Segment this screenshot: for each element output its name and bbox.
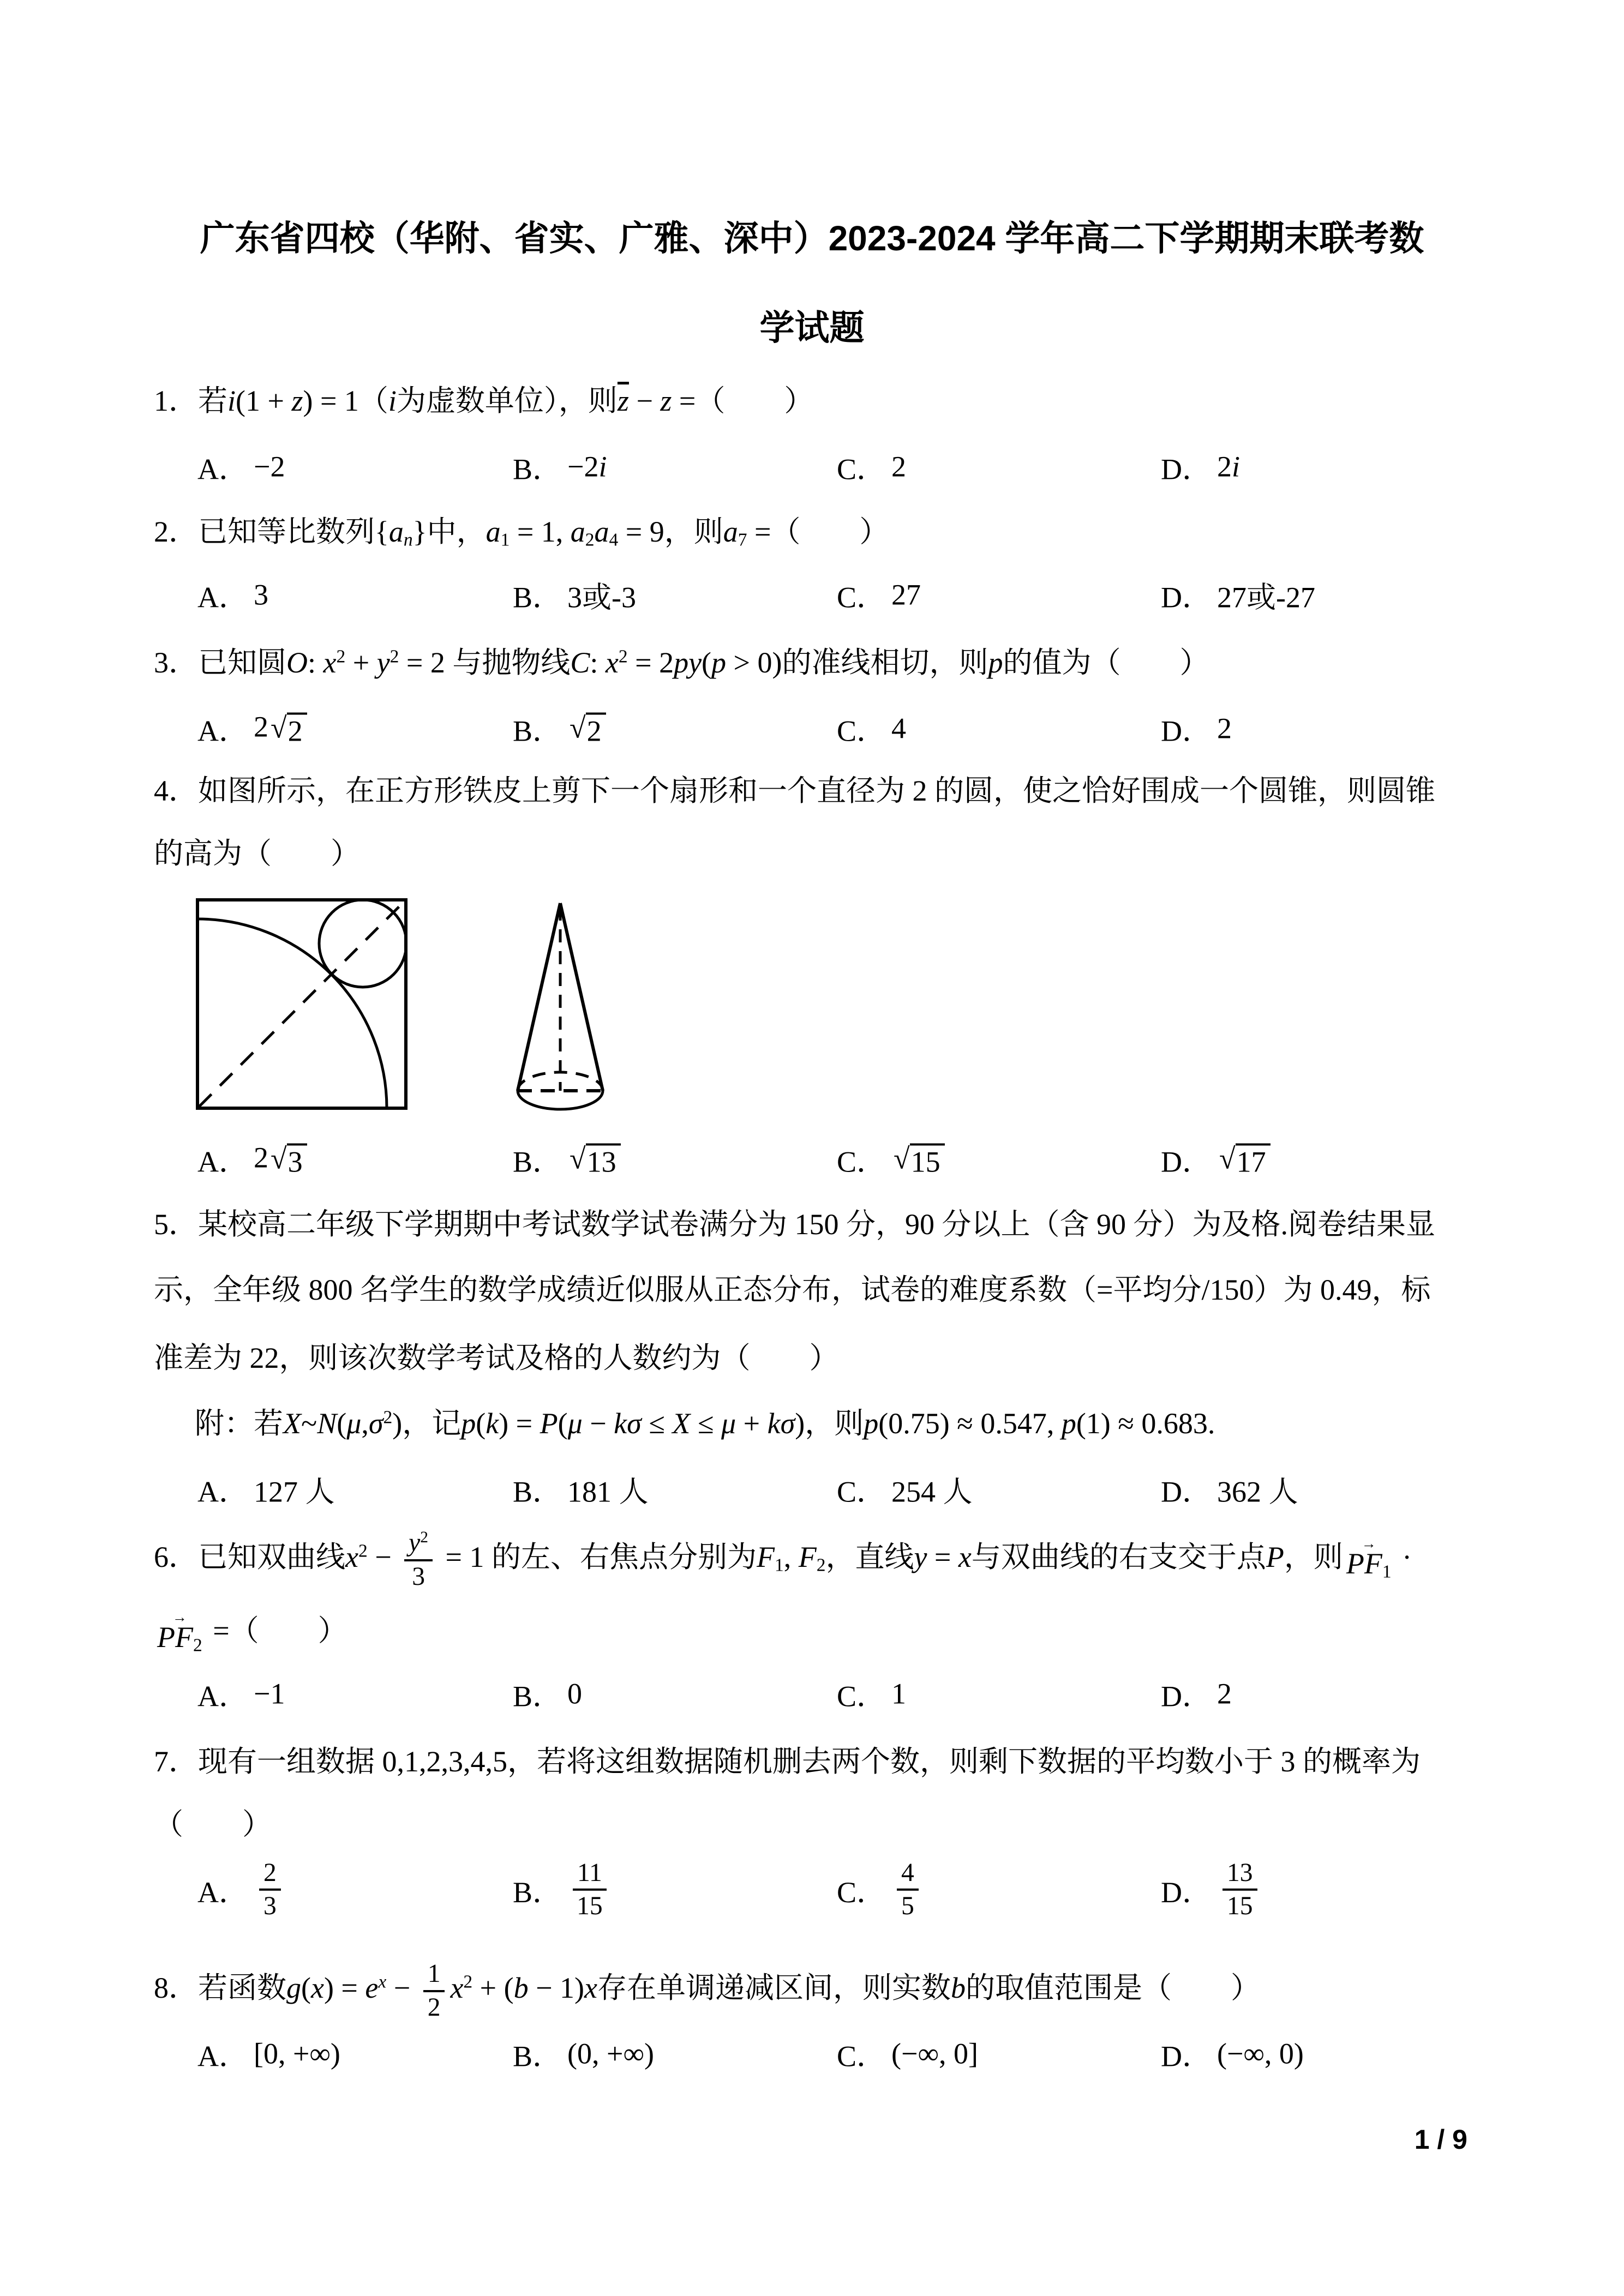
option-value: $\frac{13}{15}$ — [1217, 1859, 1263, 1921]
option-value: 127 人 — [254, 1475, 335, 1508]
option-value: √ 2 — [567, 710, 608, 747]
option-value: 181 人 — [567, 1475, 649, 1508]
option-value: $\frac{11}{15}$ — [567, 1859, 612, 1921]
square-sector-circle-diagram — [196, 898, 408, 1110]
option-value: 2 √ 2 — [254, 710, 309, 747]
option-label: B． — [513, 1680, 562, 1712]
option-value: 27 — [891, 578, 921, 611]
option-value: √ 13 — [567, 1141, 623, 1178]
option-value: (0, +∞) — [567, 2037, 654, 2070]
question-6-option-d — [1161, 1673, 1232, 1715]
option-label: D． — [1161, 1876, 1212, 1909]
question-3-option-c — [837, 707, 906, 749]
option-label: C． — [837, 1145, 886, 1178]
option-value: $\frac{4}{5}$ — [891, 1859, 924, 1921]
question-5-options — [154, 1456, 1485, 1522]
question-2-option-d — [1161, 574, 1315, 616]
option-value: [0, +∞) — [254, 2037, 340, 2070]
cone-figure — [514, 899, 607, 1114]
question-1-option-a — [197, 446, 285, 488]
question-5-option-c — [837, 1468, 973, 1510]
option-label: A． — [197, 714, 248, 747]
question-4-stem-line2: 的高为（ ） — [154, 837, 360, 870]
question-5-option-d — [1161, 1468, 1298, 1510]
option-value: $\frac{2}{3}$ — [254, 1859, 286, 1921]
option-label: D． — [1161, 1680, 1212, 1712]
question-2-option-b — [513, 574, 636, 616]
page-number: 1 / 9 — [1414, 2124, 1467, 2155]
option-label: D． — [1161, 581, 1212, 614]
option-value: √ 15 — [891, 1141, 947, 1178]
question-4-options — [154, 1126, 1485, 1192]
option-value: (−∞, 0) — [1217, 2037, 1304, 2070]
question-7-option-b — [513, 1859, 612, 1921]
option-value: (−∞, 0] — [891, 2037, 978, 2070]
option-value: √ 17 — [1217, 1141, 1273, 1178]
option-label: C． — [837, 453, 886, 485]
question-4-option-c — [837, 1138, 947, 1180]
question-5-stem-line3: 准差为 22，则该次数学考试及格的人数约为（ ） — [154, 1342, 839, 1374]
option-value: 362 人 — [1217, 1475, 1298, 1508]
option-label: C． — [837, 1876, 886, 1909]
option-label: C． — [837, 1680, 886, 1712]
question-8-option-a — [197, 2033, 340, 2075]
question-8-option-d — [1161, 2033, 1304, 2075]
option-label: A． — [197, 1475, 248, 1508]
question-6-option-a — [197, 1673, 285, 1715]
option-value: 2 — [891, 450, 907, 483]
option-label: B． — [513, 714, 562, 747]
question-2-option-c — [837, 574, 921, 616]
option-value: 0 — [567, 1677, 583, 1710]
option-label: B． — [513, 1145, 562, 1178]
question-8-option-c — [837, 2033, 978, 2075]
question-3-option-d — [1161, 707, 1232, 749]
question-4-option-d — [1161, 1138, 1273, 1180]
dashed-diagonal — [199, 901, 405, 1107]
option-value: 2 √ 3 — [254, 1141, 309, 1178]
question-5-option-b — [513, 1468, 649, 1510]
question-8-options — [154, 2021, 1485, 2087]
question-7-option-c — [837, 1859, 924, 1921]
option-value: 2 — [1217, 1677, 1232, 1710]
question-5-option-a — [197, 1468, 335, 1510]
option-label: B． — [513, 1475, 562, 1508]
question-1-option-b — [513, 446, 607, 488]
option-label: A． — [197, 581, 248, 614]
option-value: −2i — [567, 450, 607, 483]
question-6-option-c — [837, 1673, 906, 1715]
exam-title-line1: 广东省四校（华附、省实、广雅、深中）2023-2024 学年高二下学期期末联考数 — [200, 219, 1424, 258]
option-label: C． — [837, 581, 886, 614]
question-2-options — [154, 562, 1485, 628]
option-value: 4 — [891, 712, 907, 745]
question-6-stem-line2: → PF2 =（ ） — [157, 1609, 347, 1656]
question-6-options — [154, 1661, 1485, 1727]
question-4-option-b — [513, 1138, 623, 1180]
question-7-options — [154, 1843, 1485, 1936]
question-2-stem: 2．已知等比数列{an}中，a1 = 1, a2a4 = 9，则a7 =（ ） — [154, 515, 889, 550]
cone-left-slant — [518, 903, 560, 1091]
exam-title-line2: 学试题 — [759, 308, 865, 347]
option-value: 2i — [1217, 450, 1241, 483]
question-7-option-d — [1161, 1859, 1263, 1921]
square-sheet-figure — [196, 898, 408, 1110]
question-5-note: 附：若$X\sim N(\mu,\sigma^2)$，记p(k) = P(μ − kσ ≤ X ≤ μ + kσ)，则p(0.75) ≈ 0.547, p(1) ≈ 0.683. — [195, 1407, 1215, 1440]
option-label: A． — [197, 1876, 248, 1909]
question-3-option-a — [197, 707, 309, 749]
option-value: 254 人 — [891, 1475, 973, 1508]
option-label: A． — [197, 2040, 248, 2072]
option-value: 2 — [1217, 712, 1232, 745]
question-8-option-b — [513, 2033, 654, 2075]
option-label: C． — [837, 714, 886, 747]
option-label: A． — [197, 1145, 248, 1178]
option-label: A． — [197, 453, 248, 485]
question-1-stem: 1．若i(1 + z) = 1（i为虚数单位），则$\overline{z} - z$ =（ ） — [154, 384, 814, 417]
question-3-options — [154, 695, 1485, 761]
question-3-option-b — [513, 707, 608, 749]
option-value: 3或-3 — [567, 581, 637, 614]
option-label: D． — [1161, 714, 1212, 747]
option-label: B． — [513, 453, 562, 485]
option-label: B． — [513, 2040, 562, 2072]
option-label: D． — [1161, 453, 1212, 485]
question-1-options — [154, 434, 1485, 500]
option-value: 27或-27 — [1217, 581, 1315, 614]
question-1-option-d — [1161, 446, 1240, 488]
option-value: −2 — [254, 450, 285, 483]
option-label: D． — [1161, 2040, 1212, 2072]
option-label: A． — [197, 1680, 248, 1712]
option-label: D． — [1161, 1475, 1212, 1508]
cone-right-slant — [560, 903, 603, 1091]
cone-base-front — [518, 1091, 603, 1109]
option-value: 3 — [254, 578, 268, 611]
question-4-stem-line1: 4．如图所示，在正方形铁皮上剪下一个扇形和一个直径为 2 的圆，使之恰好围成一个圆锥，则圆锥 — [154, 774, 1435, 807]
option-label: B． — [513, 581, 562, 614]
question-7-option-a — [197, 1859, 286, 1921]
cone-diagram — [514, 899, 607, 1114]
question-2-option-a — [197, 574, 268, 616]
option-label: C． — [837, 1475, 886, 1508]
option-value: 1 — [891, 1677, 907, 1710]
question-3-stem: 3．已知圆O: $x^2 + y^2 = 2$ 与抛物线C: $x^2 = 2py(p > 0)$的准线相切，则p的值为（ ） — [154, 646, 1209, 679]
question-6-stem-line1: 6．已知双曲线$x^2$ − $\frac{y^2}{3}$ = 1 的左、右焦点分别为F1, F2，直线y = x与双曲线的右支交于点P，则 → PF1 · — [154, 1529, 1412, 1591]
question-5-stem-line2: 示，全年级 800 名学生的数学成绩近似服从正态分布，试卷的难度系数（=平均分/150）为 0.49，标 — [154, 1273, 1431, 1306]
question-6-option-b — [513, 1673, 582, 1715]
question-1-option-c — [837, 446, 906, 488]
question-8-stem: 8．若函数$g(x) = e^x$ − $\frac{1}{2}$ $x^2 + (b - 1)x$存在单调递减区间，则实数b的取值范围是（ ） — [154, 1960, 1260, 2022]
question-7-stem-line1: 7．现有一组数据 0,1,2,3,4,5，若将这组数据随机删去两个数，则剩下数据的平均数小于 3 的概率为 — [154, 1745, 1421, 1778]
option-label: C． — [837, 2040, 886, 2072]
question-5-stem-line1: 5．某校高二年级下学期期中考试数学试卷满分为 150 分，90 分以上（含 90 分）为及格.阅卷结果显 — [154, 1208, 1435, 1241]
question-4-option-a — [197, 1138, 309, 1180]
question-7-stem-line2: （ ） — [154, 1808, 272, 1841]
option-label: B． — [513, 1876, 562, 1909]
option-value: −1 — [254, 1677, 285, 1710]
option-label: D． — [1161, 1145, 1212, 1178]
